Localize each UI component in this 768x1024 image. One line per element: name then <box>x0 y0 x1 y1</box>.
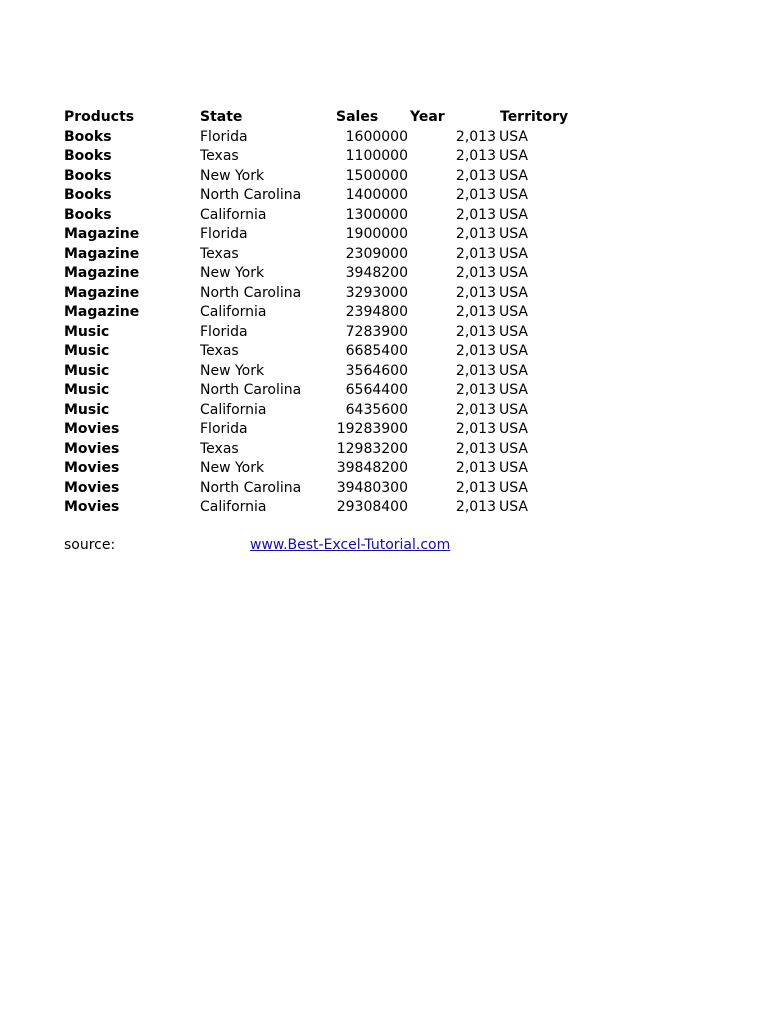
cell-state: New York <box>200 362 265 379</box>
cell-year: 2,013 <box>455 382 496 398</box>
cell-territory: USA <box>499 226 528 242</box>
cell-year: 2,013 <box>455 401 496 418</box>
cell-territory: USA <box>499 206 528 223</box>
cell-territory: USA <box>499 401 528 418</box>
source-label: source: <box>64 537 116 553</box>
header-sales: Sales <box>336 109 379 125</box>
cell-year: 2,013 <box>455 499 496 515</box>
cell-product: Music <box>64 401 110 418</box>
cell-year: 2,013 <box>455 128 496 145</box>
cell-territory: USA <box>499 343 528 359</box>
cell-sales: 1300000 <box>345 206 408 223</box>
cell-territory: USA <box>499 284 528 301</box>
cell-state: Florida <box>200 128 248 145</box>
cell-sales: 29308400 <box>336 499 408 515</box>
cell-product: Books <box>64 167 112 184</box>
cell-product: Movies <box>64 479 120 496</box>
cell-sales: 39480300 <box>336 479 408 496</box>
cell-year: 2,013 <box>455 304 496 320</box>
cell-state: North Carolina <box>200 284 302 301</box>
cell-product: Books <box>64 128 112 145</box>
cell-state: New York <box>200 167 265 184</box>
cell-year: 2,013 <box>455 460 496 476</box>
cell-sales: 6564400 <box>345 382 408 398</box>
cell-sales: 12983200 <box>336 440 408 457</box>
cell-product: Music <box>64 362 110 379</box>
cell-product: Music <box>64 323 110 340</box>
cell-product: Books <box>64 148 112 164</box>
header-state: State <box>200 109 243 125</box>
cell-state: California <box>200 401 267 418</box>
cell-year: 2,013 <box>455 284 496 301</box>
cell-state: New York <box>200 265 265 281</box>
cell-product: Magazine <box>64 284 140 301</box>
header-year: Year <box>410 109 445 125</box>
cell-year: 2,013 <box>455 440 496 457</box>
cell-territory: USA <box>499 323 528 340</box>
cell-sales: 3293000 <box>345 284 408 301</box>
cell-product: Music <box>64 343 110 359</box>
cell-territory: USA <box>499 460 528 476</box>
cell-state: Texas <box>200 343 239 359</box>
cell-territory: USA <box>499 479 528 496</box>
cell-sales: 19283900 <box>336 421 408 437</box>
cell-territory: USA <box>499 440 528 457</box>
cell-territory: USA <box>499 187 528 203</box>
cell-state: Texas <box>200 148 239 164</box>
cell-sales: 1500000 <box>345 167 408 184</box>
cell-sales: 6685400 <box>345 343 408 359</box>
cell-state: California <box>200 304 267 320</box>
cell-year: 2,013 <box>455 206 496 223</box>
cell-state: North Carolina <box>200 187 302 203</box>
header-territory: Territory <box>500 109 569 125</box>
cell-state: North Carolina <box>200 479 302 496</box>
cell-state: Texas <box>200 440 239 457</box>
cell-sales: 3948200 <box>345 265 408 281</box>
cell-territory: USA <box>499 499 528 515</box>
cell-product: Magazine <box>64 304 140 320</box>
cell-product: Magazine <box>64 265 140 281</box>
source-link[interactable]: www.Best-Excel-Tutorial.com <box>250 537 451 553</box>
cell-year: 2,013 <box>455 479 496 496</box>
cell-sales: 1100000 <box>345 148 408 164</box>
cell-product: Books <box>64 187 112 203</box>
cell-state: Texas <box>200 245 239 262</box>
cell-sales: 1900000 <box>345 226 408 242</box>
cell-state: Florida <box>200 421 248 437</box>
cell-state: New York <box>200 460 265 476</box>
cell-state: California <box>200 499 267 515</box>
cell-state: Florida <box>200 226 248 242</box>
cell-state: North Carolina <box>200 382 302 398</box>
cell-product: Music <box>64 382 110 398</box>
cell-territory: USA <box>499 167 528 184</box>
cell-product: Movies <box>64 421 120 437</box>
cell-sales: 6435600 <box>345 401 408 418</box>
cell-territory: USA <box>499 362 528 379</box>
cell-product: Magazine <box>64 226 140 242</box>
cell-territory: USA <box>499 382 528 398</box>
cell-product: Movies <box>64 440 120 457</box>
cell-territory: USA <box>499 421 528 437</box>
cell-year: 2,013 <box>455 362 496 379</box>
cell-year: 2,013 <box>455 323 496 340</box>
cell-year: 2,013 <box>455 421 496 437</box>
cell-territory: USA <box>499 148 528 164</box>
cell-product: Magazine <box>64 245 140 262</box>
cell-sales: 1600000 <box>345 128 408 145</box>
cell-territory: USA <box>499 128 528 145</box>
header-products: Products <box>64 109 135 125</box>
cell-sales: 1400000 <box>345 187 408 203</box>
cell-year: 2,013 <box>455 245 496 262</box>
cell-year: 2,013 <box>455 343 496 359</box>
cell-product: Books <box>64 206 112 223</box>
cell-product: Movies <box>64 460 120 476</box>
cell-territory: USA <box>499 245 528 262</box>
cell-territory: USA <box>499 265 528 281</box>
cell-year: 2,013 <box>455 265 496 281</box>
cell-sales: 2394800 <box>345 304 408 320</box>
cell-state: Florida <box>200 323 248 340</box>
cell-territory: USA <box>499 304 528 320</box>
cell-sales: 39848200 <box>336 460 408 476</box>
cell-year: 2,013 <box>455 187 496 203</box>
cell-state: California <box>200 206 267 223</box>
cell-sales: 7283900 <box>345 323 408 340</box>
cell-sales: 3564600 <box>345 362 408 379</box>
cell-sales: 2309000 <box>345 245 408 262</box>
cell-year: 2,013 <box>455 167 496 184</box>
source-row <box>64 535 564 555</box>
cell-year: 2,013 <box>455 148 496 164</box>
cell-product: Movies <box>64 499 120 515</box>
cell-year: 2,013 <box>455 226 496 242</box>
